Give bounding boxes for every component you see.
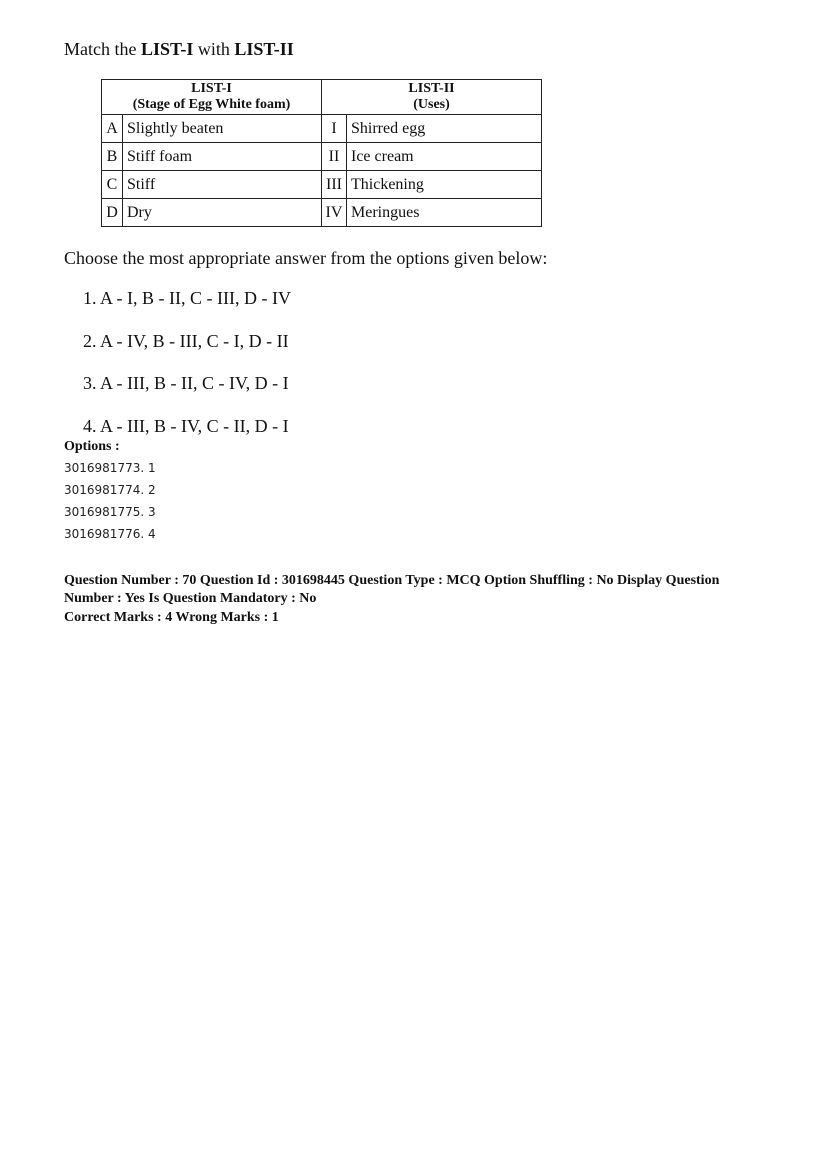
list1-header xyxy=(102,80,322,115)
option-id-3: 3016981775. 3 xyxy=(64,505,156,519)
row-list2-item: Thickening xyxy=(347,171,542,199)
row-list2-item: Shirred egg xyxy=(347,115,542,143)
row-list2-item: Meringues xyxy=(347,199,542,227)
row-key: D xyxy=(102,199,123,227)
table-row xyxy=(102,143,542,171)
row-numeral: III xyxy=(322,171,347,199)
list2-header-title: LIST-II xyxy=(408,81,455,96)
row-numeral: I xyxy=(322,115,347,143)
table-row xyxy=(102,115,542,143)
row-key: B xyxy=(102,143,123,171)
list1-label: LIST-I xyxy=(140,39,194,59)
row-list1-item: Dry xyxy=(123,199,322,227)
match-table xyxy=(101,79,542,227)
option-id-4: 3016981776. 4 xyxy=(64,527,156,541)
question-title xyxy=(64,37,294,61)
choice-2: 2. A - IV, B - III, C - I, D - II xyxy=(83,331,289,351)
option-id-1: 3016981773. 1 xyxy=(64,461,156,475)
table-row xyxy=(102,171,542,199)
row-numeral: II xyxy=(322,143,347,171)
list1-header-subtitle: (Stage of Egg White foam) xyxy=(132,97,291,112)
row-key: C xyxy=(102,171,123,199)
question-metadata: Question Number : 70 Question Id : 301698445 Question Type : MCQ Option Shuffling : No Display Question Number : Yes Is Question Mandatory : No xyxy=(64,573,720,606)
row-list2-item: Ice cream xyxy=(347,143,542,171)
list2-label: LIST-II xyxy=(234,39,294,59)
choice-4: 4. A - III, B - IV, C - II, D - I xyxy=(83,416,289,436)
row-list1-item: Slightly beaten xyxy=(123,115,322,143)
list2-header-subtitle: (Uses) xyxy=(413,97,450,112)
table-header-row xyxy=(102,80,542,115)
option-id-2: 3016981774. 2 xyxy=(64,483,156,497)
table-row xyxy=(102,199,542,227)
row-list1-item: Stiff xyxy=(123,171,322,199)
choice-3: 3. A - III, B - II, C - IV, D - I xyxy=(83,373,289,393)
question-prefix: Match the xyxy=(64,39,141,59)
row-list1-item: Stiff foam xyxy=(123,143,322,171)
list1-header-title: LIST-I xyxy=(191,81,232,96)
choice-1: 1. A - I, B - II, C - III, D - IV xyxy=(83,288,291,308)
row-key: A xyxy=(102,115,123,143)
list2-header xyxy=(322,80,542,115)
options-label: Options : xyxy=(64,439,120,454)
marks-metadata: Correct Marks : 4 Wrong Marks : 1 xyxy=(64,610,279,625)
answer-prompt: Choose the most appropriate answer from the options given below: xyxy=(64,248,548,268)
question-with: with xyxy=(193,39,235,59)
row-numeral: IV xyxy=(322,199,347,227)
